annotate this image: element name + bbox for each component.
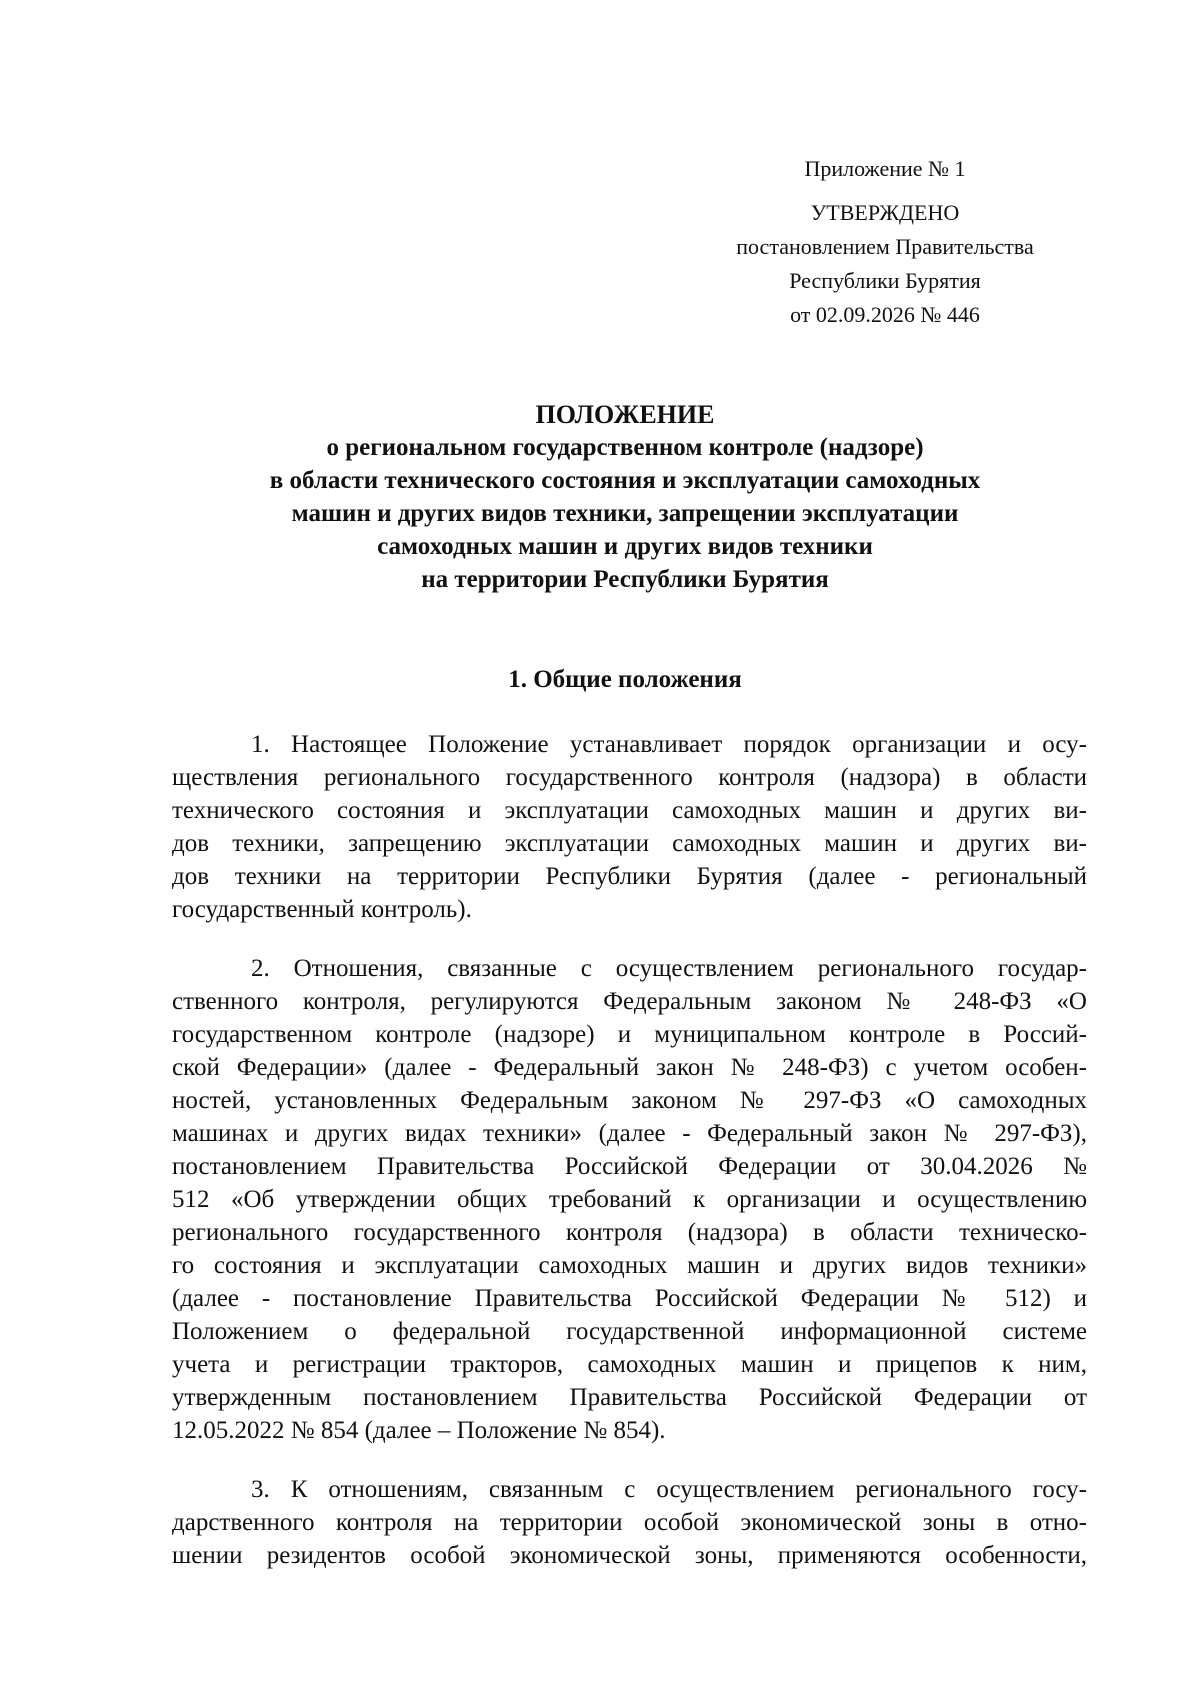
approved-stamp: УТВЕРЖДЕНО	[810, 200, 960, 225]
paragraph-line: машинах и других видах техники» (далее - Федеральный закон № 297-ФЗ),	[172, 1120, 1087, 1147]
paragraph-line: дов техники на территории Республики Бурятия (далее - региональный	[172, 863, 1087, 890]
paragraph-line: регионального государственного контроля (надзора) в области техническо-	[172, 1219, 1087, 1246]
paragraph-line: 1. Настоящее Положение устанавливает порядок организации и осу-	[251, 731, 1087, 758]
paragraph-line: дарственного контроля на территории особой экономической зоны в отно-	[172, 1509, 1087, 1536]
paragraph-1	[172, 728, 1087, 926]
approved-by-line: постановлением Правительства	[736, 234, 1034, 259]
title-line: на территории Республики Бурятия	[421, 566, 829, 593]
paragraph-line: Положением о федеральной государственной информационной системе	[172, 1318, 1087, 1345]
paragraph-line: постановлением Правительства Российской Федерации от 30.04.2026 №	[172, 1153, 1087, 1180]
approved-by-region: Республики Бурятия	[789, 268, 981, 293]
paragraph-line: го состояния и эксплуатации самоходных машин и других видов техники»	[172, 1252, 1087, 1279]
paragraph-line: 2. Отношения, связанные с осуществлением регионального государ-	[251, 955, 1087, 982]
document-body	[172, 728, 1087, 1598]
paragraph-2	[172, 952, 1087, 1447]
paragraph-line: ществления регионального государственного контроля (надзора) в области	[172, 764, 1087, 791]
paragraph-line: дов техники, запрещению эксплуатации самоходных машин и других ви-	[172, 830, 1087, 857]
title-line: в области технического состояния и эксплуатации самоходных	[269, 467, 981, 494]
paragraph-line: ской Федерации» (далее - Федеральный закон № 248-ФЗ) с учетом особен-	[172, 1054, 1087, 1081]
title-line: самоходных машин и других видов техники	[377, 533, 873, 560]
title-line: о региональном государственном контроле (надзоре)	[326, 434, 924, 461]
approval-date-number: от 02.09.2026 № 446	[790, 302, 980, 327]
paragraph-line: ственного контроля, регулируются Федеральным законом № 248-ФЗ «О	[172, 988, 1087, 1015]
paragraph-line: государственном контроле (надзоре) и муниципальном контроле в Россий-	[172, 1021, 1087, 1048]
paragraph-line: технического состояния и эксплуатации самоходных машин и других ви-	[172, 797, 1087, 824]
document-title	[160, 398, 1090, 596]
title-main: ПОЛОЖЕНИЕ	[535, 400, 715, 429]
paragraph-line: шении резидентов особой экономической зоны, применяются особенности,	[172, 1542, 1087, 1569]
approval-block	[690, 152, 1080, 332]
paragraph-line: 12.05.2022 № 854 (далее – Положение № 854).	[172, 1417, 666, 1444]
paragraph-line: утвержденным постановлением Правительства Российской Федерации от	[172, 1384, 1087, 1411]
annex-number: Приложение № 1	[804, 156, 966, 181]
paragraph-line: (далее - постановление Правительства Российской Федерации № 512) и	[172, 1285, 1087, 1312]
section-heading: 1. Общие положения	[508, 666, 742, 693]
paragraph-line: 512 «Об утверждении общих требований к организации и осуществлению	[172, 1186, 1087, 1213]
paragraph-3	[172, 1473, 1087, 1572]
paragraph-line: государственный контроль).	[172, 896, 472, 923]
paragraph-line: 3. К отношениям, связанным с осуществлением регионального госу-	[251, 1476, 1087, 1503]
title-line: машин и других видов техники, запрещении эксплуатации	[291, 500, 959, 527]
paragraph-line: ностей, установленных Федеральным законом № 297-ФЗ «О самоходных	[172, 1087, 1087, 1114]
paragraph-line: учета и регистрации тракторов, самоходных машин и прицепов к ним,	[172, 1351, 1087, 1378]
